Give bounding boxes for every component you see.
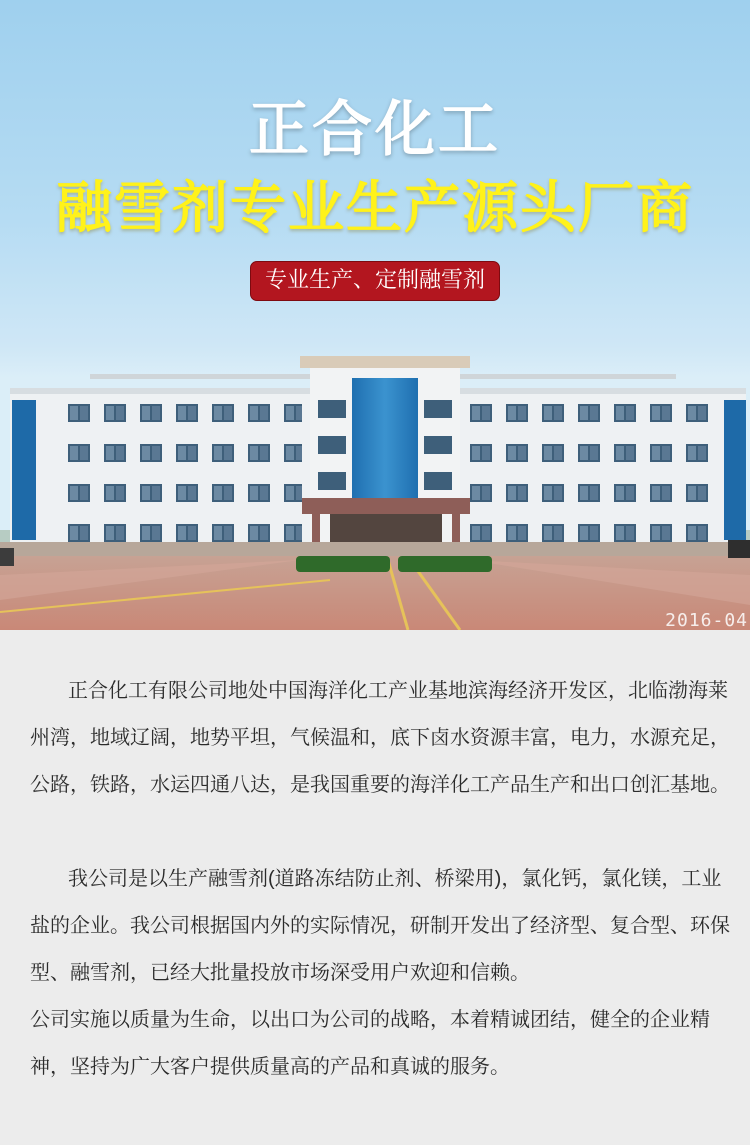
intro-paragraph-mission: 公司实施以质量为生命，以出口为公司的战略，本着精诚团结，健全的企业精神，坚持为广大客户提供质量高的产品和真诚的服务。 (30, 1009, 710, 1078)
intro-paragraph-location: 正合化工有限公司地处中国海洋化工产业基地滨海经济开发区，北临渤海莱州湾，地域辽阔，地势平坦，气候温和，底下卤水资源丰富，电力，水源充足，公路，铁路，水运四通八达，是我国重要的海洋化工产品生产和出口创汇基地。 (30, 680, 730, 796)
company-name-title: 正合化工 (249, 95, 501, 165)
service-badge: 专业生产、定制融雪剂 (250, 261, 500, 301)
intro-paragraph-products: 我公司是以生产融雪剂(道路冻结防止剂、桥梁用)，氯化钙，氯化镁，工业盐的企业。我公司根据国内外的实际情况，研制开发出了经济型、复合型、环保型、融雪剂，已经大批量投放市场深受用户欢迎和信赖。 (30, 868, 730, 984)
photo-date-stamp: 2016-04 (665, 610, 748, 630)
company-intro-section (0, 630, 750, 1145)
slogan-headline: 融雪剂专业生产源头厂商 (56, 176, 694, 241)
